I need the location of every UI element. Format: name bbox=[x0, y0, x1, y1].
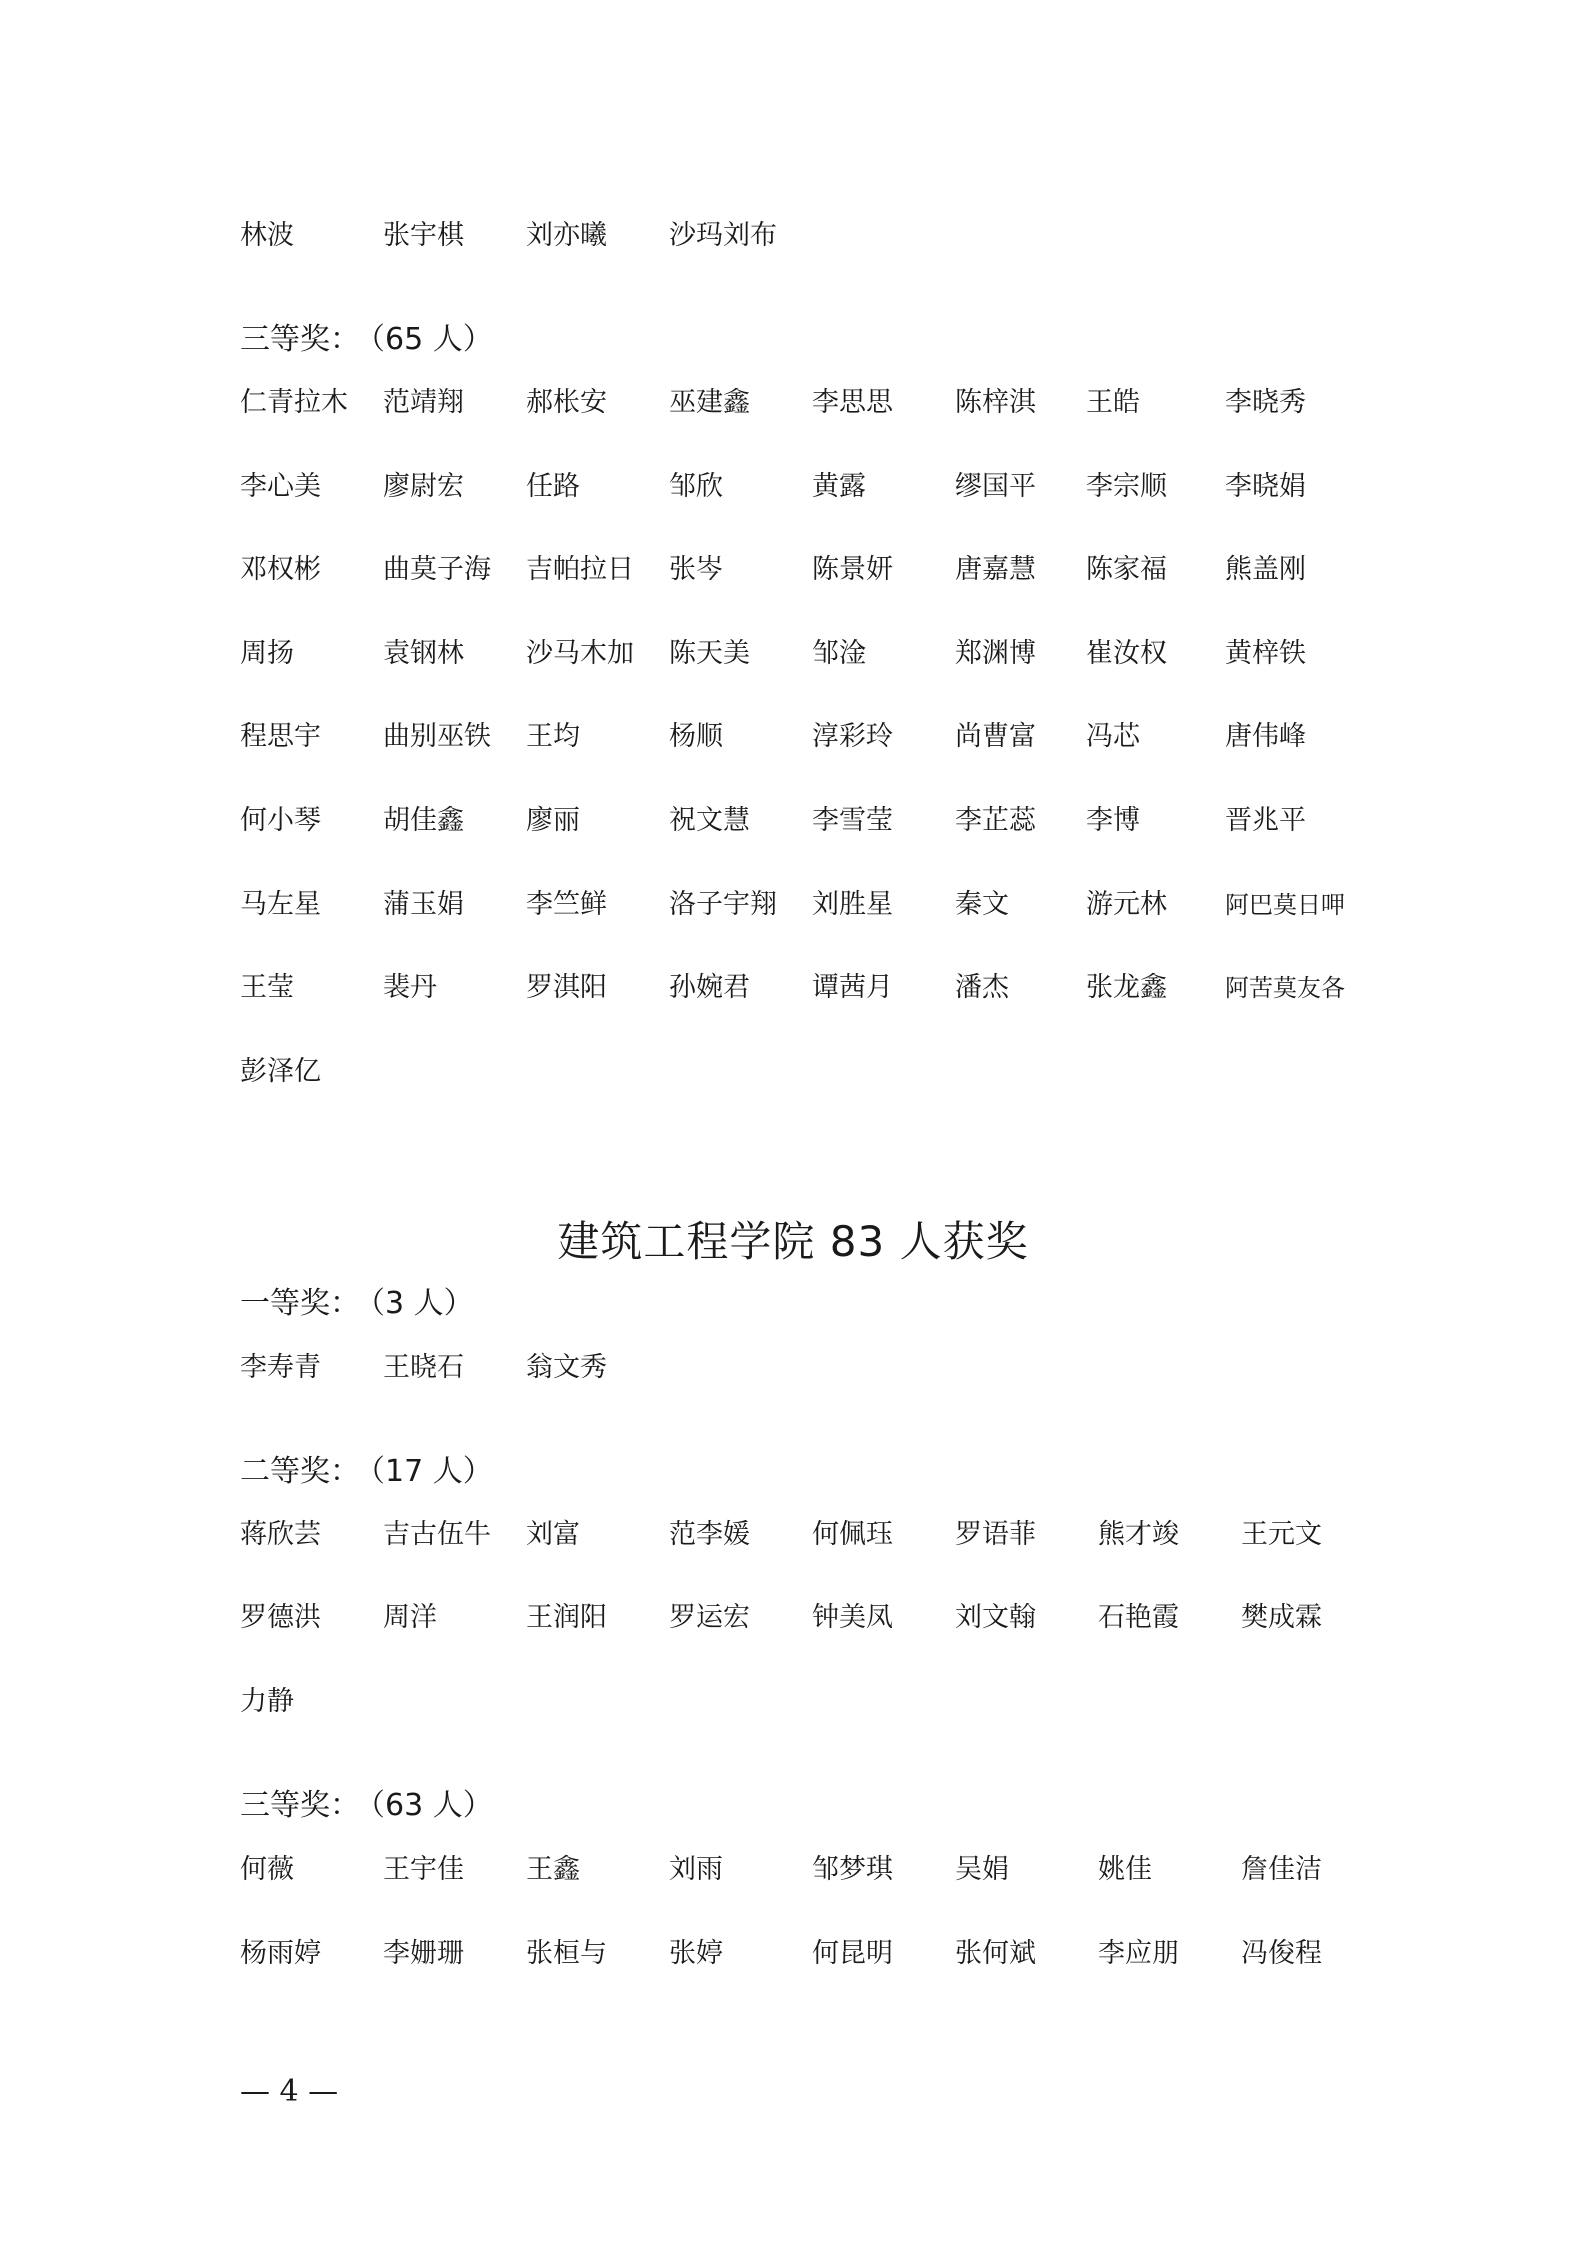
awardee-name: 翁文秀 bbox=[526, 1352, 607, 1383]
awardee-name: 李宗顺 bbox=[1086, 471, 1167, 502]
awardee-name: 马左星 bbox=[240, 889, 321, 920]
awardee-name: 任路 bbox=[526, 471, 580, 502]
awardee-name: 郑渊博 bbox=[955, 638, 1036, 669]
awardee-name: 刘胜星 bbox=[812, 889, 893, 920]
name-row bbox=[240, 1598, 1440, 1638]
awardee-name: 姚佳 bbox=[1098, 1854, 1152, 1885]
page-number: — 4 — bbox=[240, 2074, 339, 2109]
awardee-name: 杨顺 bbox=[669, 721, 723, 752]
awardee-name: 程思宇 bbox=[240, 721, 321, 752]
awardee-name: 王皓 bbox=[1086, 387, 1140, 418]
awardee-name: 李博 bbox=[1086, 805, 1140, 836]
awardee-name: 詹佳洁 bbox=[1241, 1854, 1322, 1885]
award-count: （65 人） bbox=[370, 322, 493, 357]
name-row bbox=[240, 1515, 1440, 1555]
awardee-name: 范靖翔 bbox=[383, 387, 464, 418]
awardee-name: 王晓石 bbox=[383, 1352, 464, 1383]
awardee-name: 孙婉君 bbox=[669, 972, 750, 1003]
awardee-name: 何小琴 bbox=[240, 805, 321, 836]
awardee-name: 曲莫子海 bbox=[383, 554, 491, 585]
awardee-name: 李竺鲜 bbox=[526, 889, 607, 920]
awardee-name: 阿苦莫友各 bbox=[1225, 974, 1345, 1002]
awardee-name: 蒋欣芸 bbox=[240, 1519, 321, 1550]
awardee-name: 吉帕拉日 bbox=[526, 554, 634, 585]
award-count: （17 人） bbox=[370, 1454, 493, 1489]
awardee-name: 李应朋 bbox=[1098, 1938, 1179, 1969]
award-label: 一等奖： bbox=[240, 1286, 360, 1321]
awardee-name: 张婷 bbox=[669, 1938, 723, 1969]
awardee-name: 淳彩玲 bbox=[812, 721, 893, 752]
awardee-name: 李思思 bbox=[812, 387, 893, 418]
second-prize-heading bbox=[240, 1450, 493, 1494]
award-count: （63 人） bbox=[370, 1788, 493, 1823]
awardee-name: 缪国平 bbox=[955, 471, 1036, 502]
awardee-name: 谭茜月 bbox=[812, 972, 893, 1003]
awardee-name: 郝枨安 bbox=[526, 387, 607, 418]
name-row bbox=[240, 1934, 1440, 1974]
awardee-name: 裴丹 bbox=[383, 972, 437, 1003]
name-row bbox=[240, 717, 1440, 757]
awardee-name: 晋兆平 bbox=[1225, 805, 1306, 836]
awardee-name: 陈天美 bbox=[669, 638, 750, 669]
awardee-name: 崔汝权 bbox=[1086, 638, 1167, 669]
name-row bbox=[240, 550, 1440, 590]
awardee-name: 杨雨婷 bbox=[240, 1938, 321, 1969]
awardee-name: 李晓娟 bbox=[1225, 471, 1306, 502]
award-label: 二等奖： bbox=[240, 1454, 360, 1489]
first-prize-heading bbox=[240, 1282, 474, 1326]
name-row bbox=[240, 1682, 1440, 1722]
awardee-name: 李芷蕊 bbox=[955, 805, 1036, 836]
awardee-name: 刘富 bbox=[526, 1519, 580, 1550]
awardee-name: 邹梦琪 bbox=[812, 1854, 893, 1885]
awardee-name: 何昆明 bbox=[812, 1938, 893, 1969]
name-row bbox=[240, 1348, 1440, 1388]
awardee-name: 李雪莹 bbox=[812, 805, 893, 836]
awardee-name: 何佩珏 bbox=[812, 1519, 893, 1550]
awardee-name: 邹淦 bbox=[812, 638, 866, 669]
awardee-name: 冯俊程 bbox=[1241, 1938, 1322, 1969]
awardee-name: 曲别巫铁 bbox=[383, 721, 491, 752]
awardee-name: 巫建鑫 bbox=[669, 387, 750, 418]
awardee-name: 陈梓淇 bbox=[955, 387, 1036, 418]
name-row bbox=[240, 634, 1440, 674]
awardee-name: 李寿青 bbox=[240, 1352, 321, 1383]
awardee-name: 王鑫 bbox=[526, 1854, 580, 1885]
awardee-name: 熊盖刚 bbox=[1225, 554, 1306, 585]
awardee-name: 黄梓铁 bbox=[1225, 638, 1306, 669]
awardee-name: 张龙鑫 bbox=[1086, 972, 1167, 1003]
name-row bbox=[240, 1052, 1440, 1092]
name-row bbox=[240, 383, 1440, 423]
third-prize-heading bbox=[240, 318, 493, 362]
name-row bbox=[240, 1850, 1440, 1890]
awardee-name: 祝文慧 bbox=[669, 805, 750, 836]
awardee-name: 阿巴莫日呷 bbox=[1225, 891, 1345, 919]
awardee-name: 张桓与 bbox=[526, 1938, 607, 1969]
third-prize-heading bbox=[240, 1784, 493, 1828]
awardee-name: 罗语菲 bbox=[955, 1519, 1036, 1550]
awardee-name: 彭泽亿 bbox=[240, 1056, 321, 1087]
awardee-name: 吴娟 bbox=[955, 1854, 1009, 1885]
award-count: （3 人） bbox=[370, 1286, 474, 1321]
awardee-name: 沙玛刘布 bbox=[669, 220, 777, 251]
awardee-name: 刘亦曦 bbox=[526, 220, 607, 251]
name-row bbox=[240, 968, 1440, 1008]
awardee-name: 林波 bbox=[240, 220, 294, 251]
awardee-name: 力静 bbox=[240, 1686, 294, 1717]
awardee-name: 潘杰 bbox=[955, 972, 1009, 1003]
awardee-name: 王润阳 bbox=[526, 1602, 607, 1633]
awardee-name: 洛子宇翔 bbox=[669, 889, 777, 920]
awardee-name: 张何斌 bbox=[955, 1938, 1036, 1969]
awardee-name: 罗淇阳 bbox=[526, 972, 607, 1003]
awardee-name: 张宇棋 bbox=[383, 220, 464, 251]
awardee-name: 罗德洪 bbox=[240, 1602, 321, 1633]
awardee-name: 袁钢林 bbox=[383, 638, 464, 669]
awardee-name: 唐伟峰 bbox=[1225, 721, 1306, 752]
awardee-name: 李晓秀 bbox=[1225, 387, 1306, 418]
awardee-name: 秦文 bbox=[955, 889, 1009, 920]
college-title: 建筑工程学院 83 人获奖 bbox=[557, 1217, 1029, 1266]
name-row bbox=[240, 216, 1440, 256]
name-row bbox=[240, 467, 1440, 507]
awardee-name: 陈景妍 bbox=[812, 554, 893, 585]
awardee-name: 李心美 bbox=[240, 471, 321, 502]
awardee-name: 李姗珊 bbox=[383, 1938, 464, 1969]
awardee-name: 尚曹富 bbox=[955, 721, 1036, 752]
awardee-name: 何薇 bbox=[240, 1854, 294, 1885]
award-label: 三等奖： bbox=[240, 322, 360, 357]
awardee-name: 周洋 bbox=[383, 1602, 437, 1633]
awardee-name: 沙马木加 bbox=[526, 638, 634, 669]
awardee-name: 刘雨 bbox=[669, 1854, 723, 1885]
awardee-name: 钟美凤 bbox=[812, 1602, 893, 1633]
award-label: 三等奖： bbox=[240, 1788, 360, 1823]
awardee-name: 罗运宏 bbox=[669, 1602, 750, 1633]
awardee-name: 刘文翰 bbox=[955, 1602, 1036, 1633]
awardee-name: 吉古伍牛 bbox=[383, 1519, 491, 1550]
awardee-name: 陈家福 bbox=[1086, 554, 1167, 585]
awardee-name: 唐嘉慧 bbox=[955, 554, 1036, 585]
awardee-name: 冯芯 bbox=[1086, 721, 1140, 752]
awardee-name: 王元文 bbox=[1241, 1519, 1322, 1550]
awardee-name: 樊成霖 bbox=[1241, 1602, 1322, 1633]
name-row bbox=[240, 885, 1440, 925]
awardee-name: 张岑 bbox=[669, 554, 723, 585]
awardee-name: 黄露 bbox=[812, 471, 866, 502]
awardee-name: 廖尉宏 bbox=[383, 471, 464, 502]
awardee-name: 王均 bbox=[526, 721, 580, 752]
awardee-name: 石艳霞 bbox=[1098, 1602, 1179, 1633]
awardee-name: 王宇佳 bbox=[383, 1854, 464, 1885]
awardee-name: 胡佳鑫 bbox=[383, 805, 464, 836]
awardee-name: 范李媛 bbox=[669, 1519, 750, 1550]
awardee-name: 仁青拉木 bbox=[240, 387, 348, 418]
awardee-name: 邹欣 bbox=[669, 471, 723, 502]
awardee-name: 廖丽 bbox=[526, 805, 580, 836]
awardee-name: 王莹 bbox=[240, 972, 294, 1003]
awardee-name: 邓权彬 bbox=[240, 554, 321, 585]
awardee-name: 熊才竣 bbox=[1098, 1519, 1179, 1550]
awardee-name: 蒲玉娟 bbox=[383, 889, 464, 920]
awardee-name: 周扬 bbox=[240, 638, 294, 669]
awardee-name: 游元林 bbox=[1086, 889, 1167, 920]
name-row bbox=[240, 801, 1440, 841]
